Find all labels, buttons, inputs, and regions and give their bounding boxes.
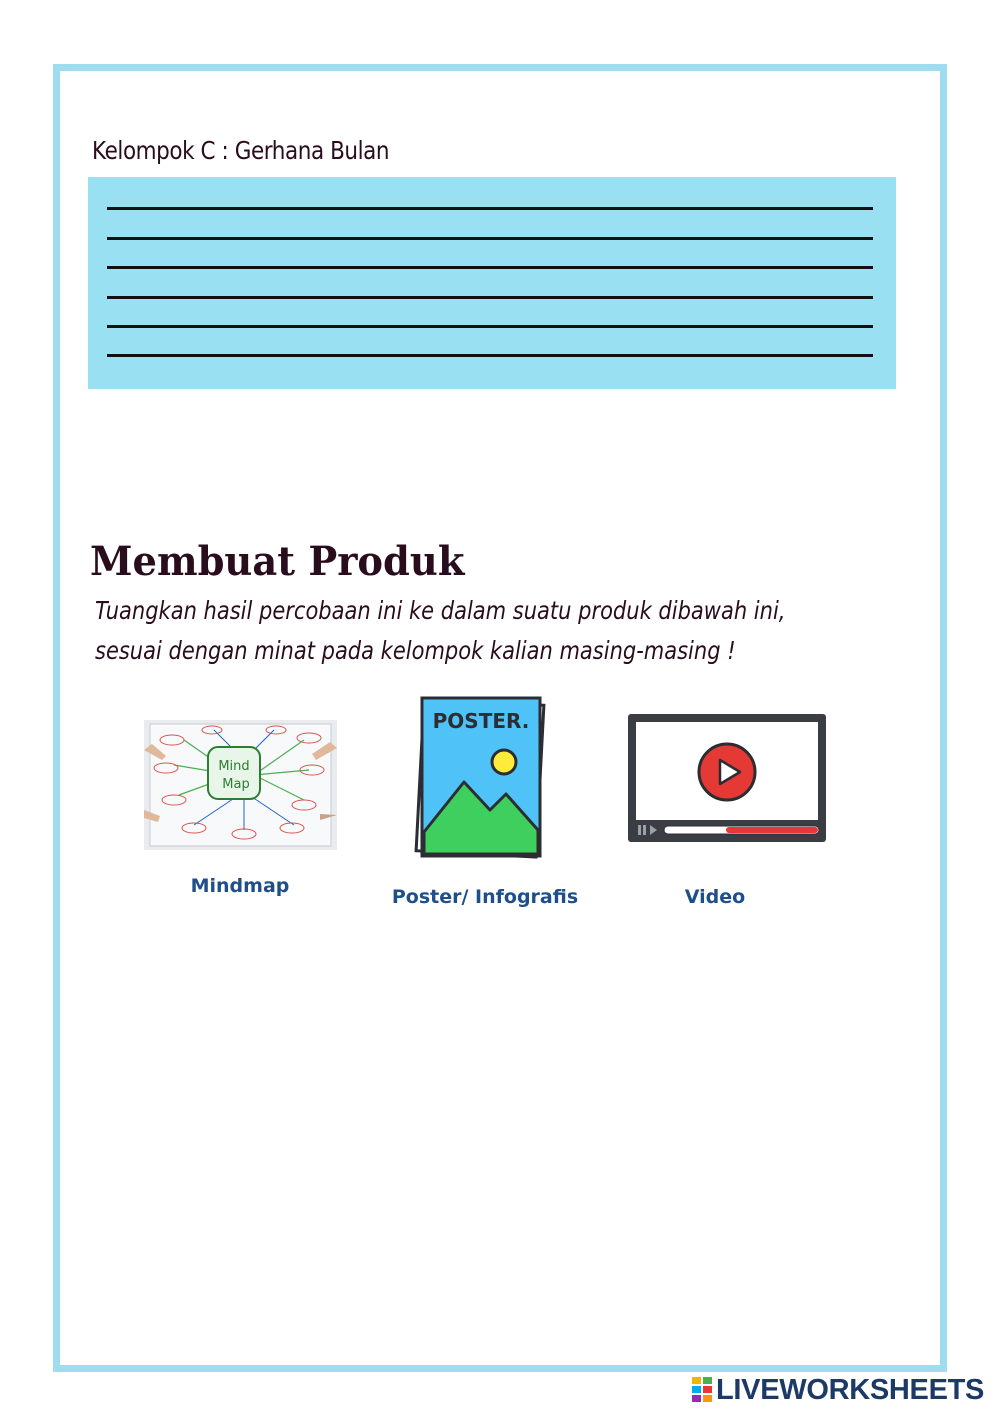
answer-box (88, 177, 896, 389)
video-label[interactable]: Video (684, 886, 746, 908)
instruction-line-2: sesuai dengan minat pada kelompok kalian masing-masing ! (95, 636, 736, 665)
mindmap-image (144, 720, 337, 850)
poster-icon (410, 694, 550, 862)
mindmap-image-text-1: Mind (218, 759, 250, 774)
instruction-line-1: Tuangkan hasil percobaan ini ke dalam suatu produk dibawah ini, (95, 596, 786, 625)
group-label: Kelompok C : Gerhana Bulan (92, 136, 390, 165)
liveworksheets-logo-icon (692, 1377, 712, 1403)
answer-line-1 (107, 207, 873, 210)
answer-line-6 (107, 354, 873, 357)
liveworksheets-brand (692, 1373, 984, 1407)
section-title: Membuat Produk (90, 538, 465, 585)
poster-icon-text: POSTER. (432, 709, 530, 733)
answer-line-4 (107, 296, 873, 299)
answer-line-2 (107, 237, 873, 240)
poster-label[interactable]: Poster/ Infografis (391, 886, 579, 908)
answer-line-5 (107, 325, 873, 328)
mindmap-image-text-2: Map (222, 777, 250, 792)
answer-line-3 (107, 266, 873, 269)
mindmap-label[interactable]: Mindmap (190, 875, 290, 897)
video-icon (626, 712, 828, 844)
brand-text: LIVEWORKSHEETS (716, 1373, 985, 1406)
